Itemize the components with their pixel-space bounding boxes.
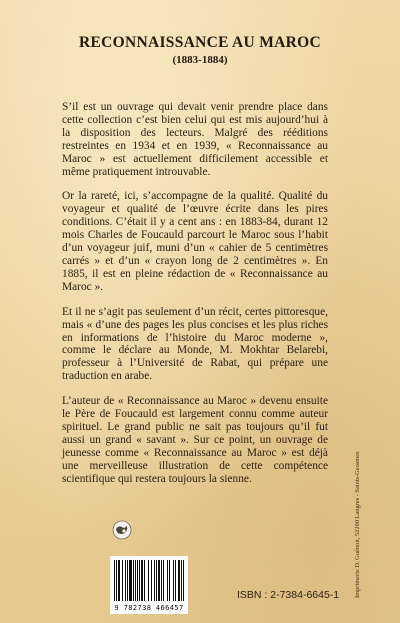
barcode-digits: 9 782738 466457 — [114, 604, 184, 612]
barcode-bar — [183, 560, 184, 601]
book-years: (1883-1884) — [172, 54, 228, 66]
blurb-paragraph-2: Or la rareté, ici, s’accompagne de la qualité. Qualité du voyageur et qualité de l’œuvre écrite dans les pires conditions. C’était il y a cent ans : en 1883-84, durant 12 mois Charles de Foucauld parcourt le Maroc sous l’habit d’un voyageur juif, muni d’un « cahier de 5 centimètres carrés » et d’un « crayon long de 2 centimètres ». En 1885, il est en pleine rédaction de « Reconnaissance au Maroc ». — [62, 190, 328, 293]
barcode-bars — [114, 560, 184, 601]
barcode — [110, 556, 188, 614]
book-title: RECONNAISSANCE AU MAROC — [78, 34, 321, 51]
blurb-paragraph-1: S’il est un ouvrage qui devait venir prendre place dans cette collection c’est bien celui qui est mis aujourd’hui à la disposition des lecteurs. Malgré des rééditions restreintes en 1934 et en 1939, « Reconnaissance au Maroc » est actuellement difficilement accessible et même pratiquement introuvable. — [62, 101, 328, 178]
publisher-logo-icon — [112, 520, 132, 540]
printer-note: Imprimerie D. Guéniot, 52200 Langres - Saints-Geosmes — [354, 451, 361, 598]
isbn-label: ISBN : 2-7384-6645-1 — [237, 589, 340, 601]
blurb-paragraph-3: Et il ne s’agit pas seulement d’un récit, certes pittoresque, mais « d’une des pages les plus concises et les plus riches en informations de l’histoire du Maroc moderne », comme le déclare au Monde, M. Mokhtar Belarebi, professeur à l’Université de Rabat, qui prépare une traduction en arabe. — [62, 305, 328, 383]
blurb-text — [62, 101, 328, 497]
blurb-paragraph-4: L’auteur de « Reconnaissance au Maroc » devenu ensuite le Père de Foucauld est largement connu comme auteur spirituel. Le grand public ne sait pas toujours qu’il fut aussi un grand « savant ». Sur ce point, un ouvrage de jeunesse comme « Reconnaissance au Maroc » est déjà une merveilleuse illustration de cette compétence scientifique qui restera toujours la sienne. — [62, 395, 328, 485]
